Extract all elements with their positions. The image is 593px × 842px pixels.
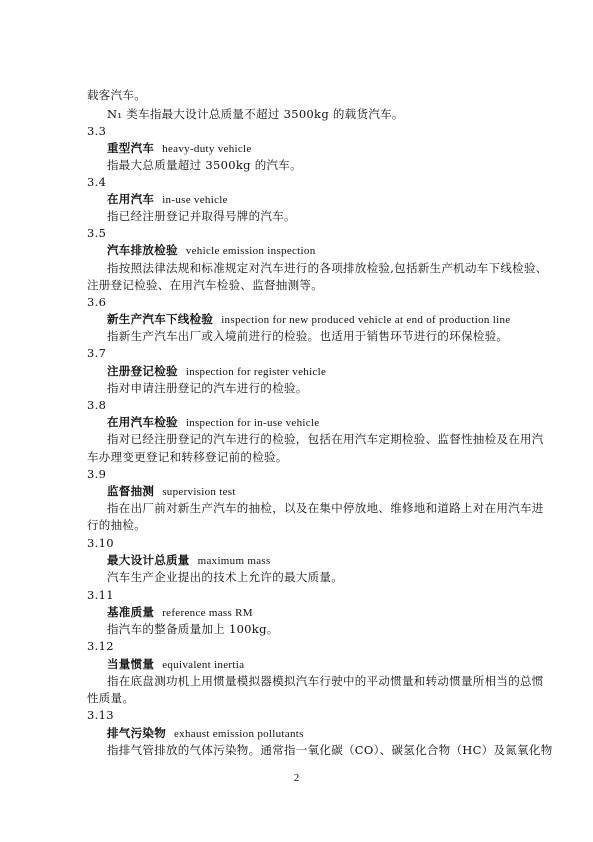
term-cn: 在用汽车 <box>107 192 155 206</box>
term-en: in-use vehicle <box>162 194 228 206</box>
term-cn: 重型汽车 <box>107 141 155 155</box>
section-number: 3.9 <box>87 467 107 481</box>
term-cn: 当量惯量 <box>107 657 155 671</box>
section-number: 3.10 <box>87 536 114 550</box>
section-number: 3.13 <box>87 708 114 722</box>
term-heading <box>107 726 304 741</box>
definition: 指新生产汽车出厂或入境前进行的检验。也适用于销售环节进行的环保检验。 <box>107 329 509 343</box>
section-number: 3.3 <box>87 124 107 138</box>
term-en: reference mass RM <box>162 607 253 619</box>
term-heading <box>107 192 228 207</box>
term-heading <box>107 484 236 499</box>
term-en: maximum mass <box>197 555 271 567</box>
section-number: 3.5 <box>87 226 107 240</box>
section-number: 3.12 <box>87 639 114 653</box>
definition: 指已经注册登记并取得号牌的汽车。 <box>107 209 296 223</box>
term-en: inspection for register vehicle <box>185 366 327 378</box>
term-cn: 新生产汽车下线检验 <box>107 312 214 326</box>
definition-continued: 注册登记检验、在用汽车检验、监督抽测等。 <box>87 278 323 292</box>
text-line: 载客汽车。 <box>87 88 146 102</box>
term-cn: 基准质量 <box>107 605 155 619</box>
term-en: supervision test <box>162 486 236 498</box>
section-number: 3.11 <box>87 588 114 602</box>
section-number: 3.6 <box>87 295 107 309</box>
definition: 指在出厂前对新生产汽车的抽检，以及在集中停放地、维修地和道路上对在用汽车进 <box>107 501 544 515</box>
term-cn: 监督抽测 <box>107 484 155 498</box>
section-number: 3.4 <box>87 175 107 189</box>
term-en: vehicle emission inspection <box>185 245 316 257</box>
text-line: N₁ 类车指最大设计总质量不超过 3500kg 的载货汽车。 <box>107 107 404 121</box>
term-heading <box>107 364 326 379</box>
term-heading <box>107 312 510 327</box>
term-heading <box>107 243 316 258</box>
term-heading <box>107 553 271 568</box>
term-heading <box>107 141 252 156</box>
definition: 汽车生产企业提出的技术上允许的最大质量。 <box>107 570 343 584</box>
term-heading <box>107 415 319 430</box>
definition: 指在底盘测功机上用惯量模拟器模拟汽车行驶中的平动惯量和转动惯量所相当的总惯 <box>107 674 544 688</box>
definition-continued: 性质量。 <box>87 691 135 705</box>
term-cn: 在用汽车检验 <box>107 415 178 429</box>
section-number: 3.7 <box>87 346 107 360</box>
term-cn: 汽车排放检验 <box>107 243 178 257</box>
term-en: exhaust emission pollutants <box>174 728 304 740</box>
term-en: equivalent inertia <box>162 659 245 671</box>
definition: 指汽车的整备质量加上 100kg。 <box>107 622 279 636</box>
term-en: inspection for in-use vehicle <box>185 417 320 429</box>
term-en: heavy-duty vehicle <box>162 143 252 155</box>
definition: 指按照法律法规和标准规定对汽车进行的各项排放检验,包括新生产机动车下线检验、 <box>107 261 548 275</box>
term-heading <box>107 605 253 620</box>
definition: 指对申请注册登记的汽车进行的检验。 <box>107 381 308 395</box>
definition: 指排气管排放的气体污染物。通常指一氧化碳（CO）、碳氢化合物（HC）及氮氧化物 <box>107 743 553 757</box>
definition-continued: 行的抽检。 <box>87 518 146 532</box>
page-number: 2 <box>293 772 300 784</box>
definition-continued: 车办理变更登记和转移登记前的检验。 <box>87 450 288 464</box>
term-en: inspection for new produced vehicle at end of production line <box>221 314 511 326</box>
term-heading <box>107 657 244 672</box>
term-cn: 排气污染物 <box>107 726 166 740</box>
term-cn: 最大设计总质量 <box>107 553 190 567</box>
section-number: 3.8 <box>87 398 107 412</box>
definition: 指对已经注册登记的汽车进行的检验，包括在用汽车定期检验、监督性抽检及在用汽 <box>107 432 544 446</box>
definition: 指最大总质量超过 3500kg 的汽车。 <box>107 158 302 172</box>
term-cn: 注册登记检验 <box>107 364 178 378</box>
